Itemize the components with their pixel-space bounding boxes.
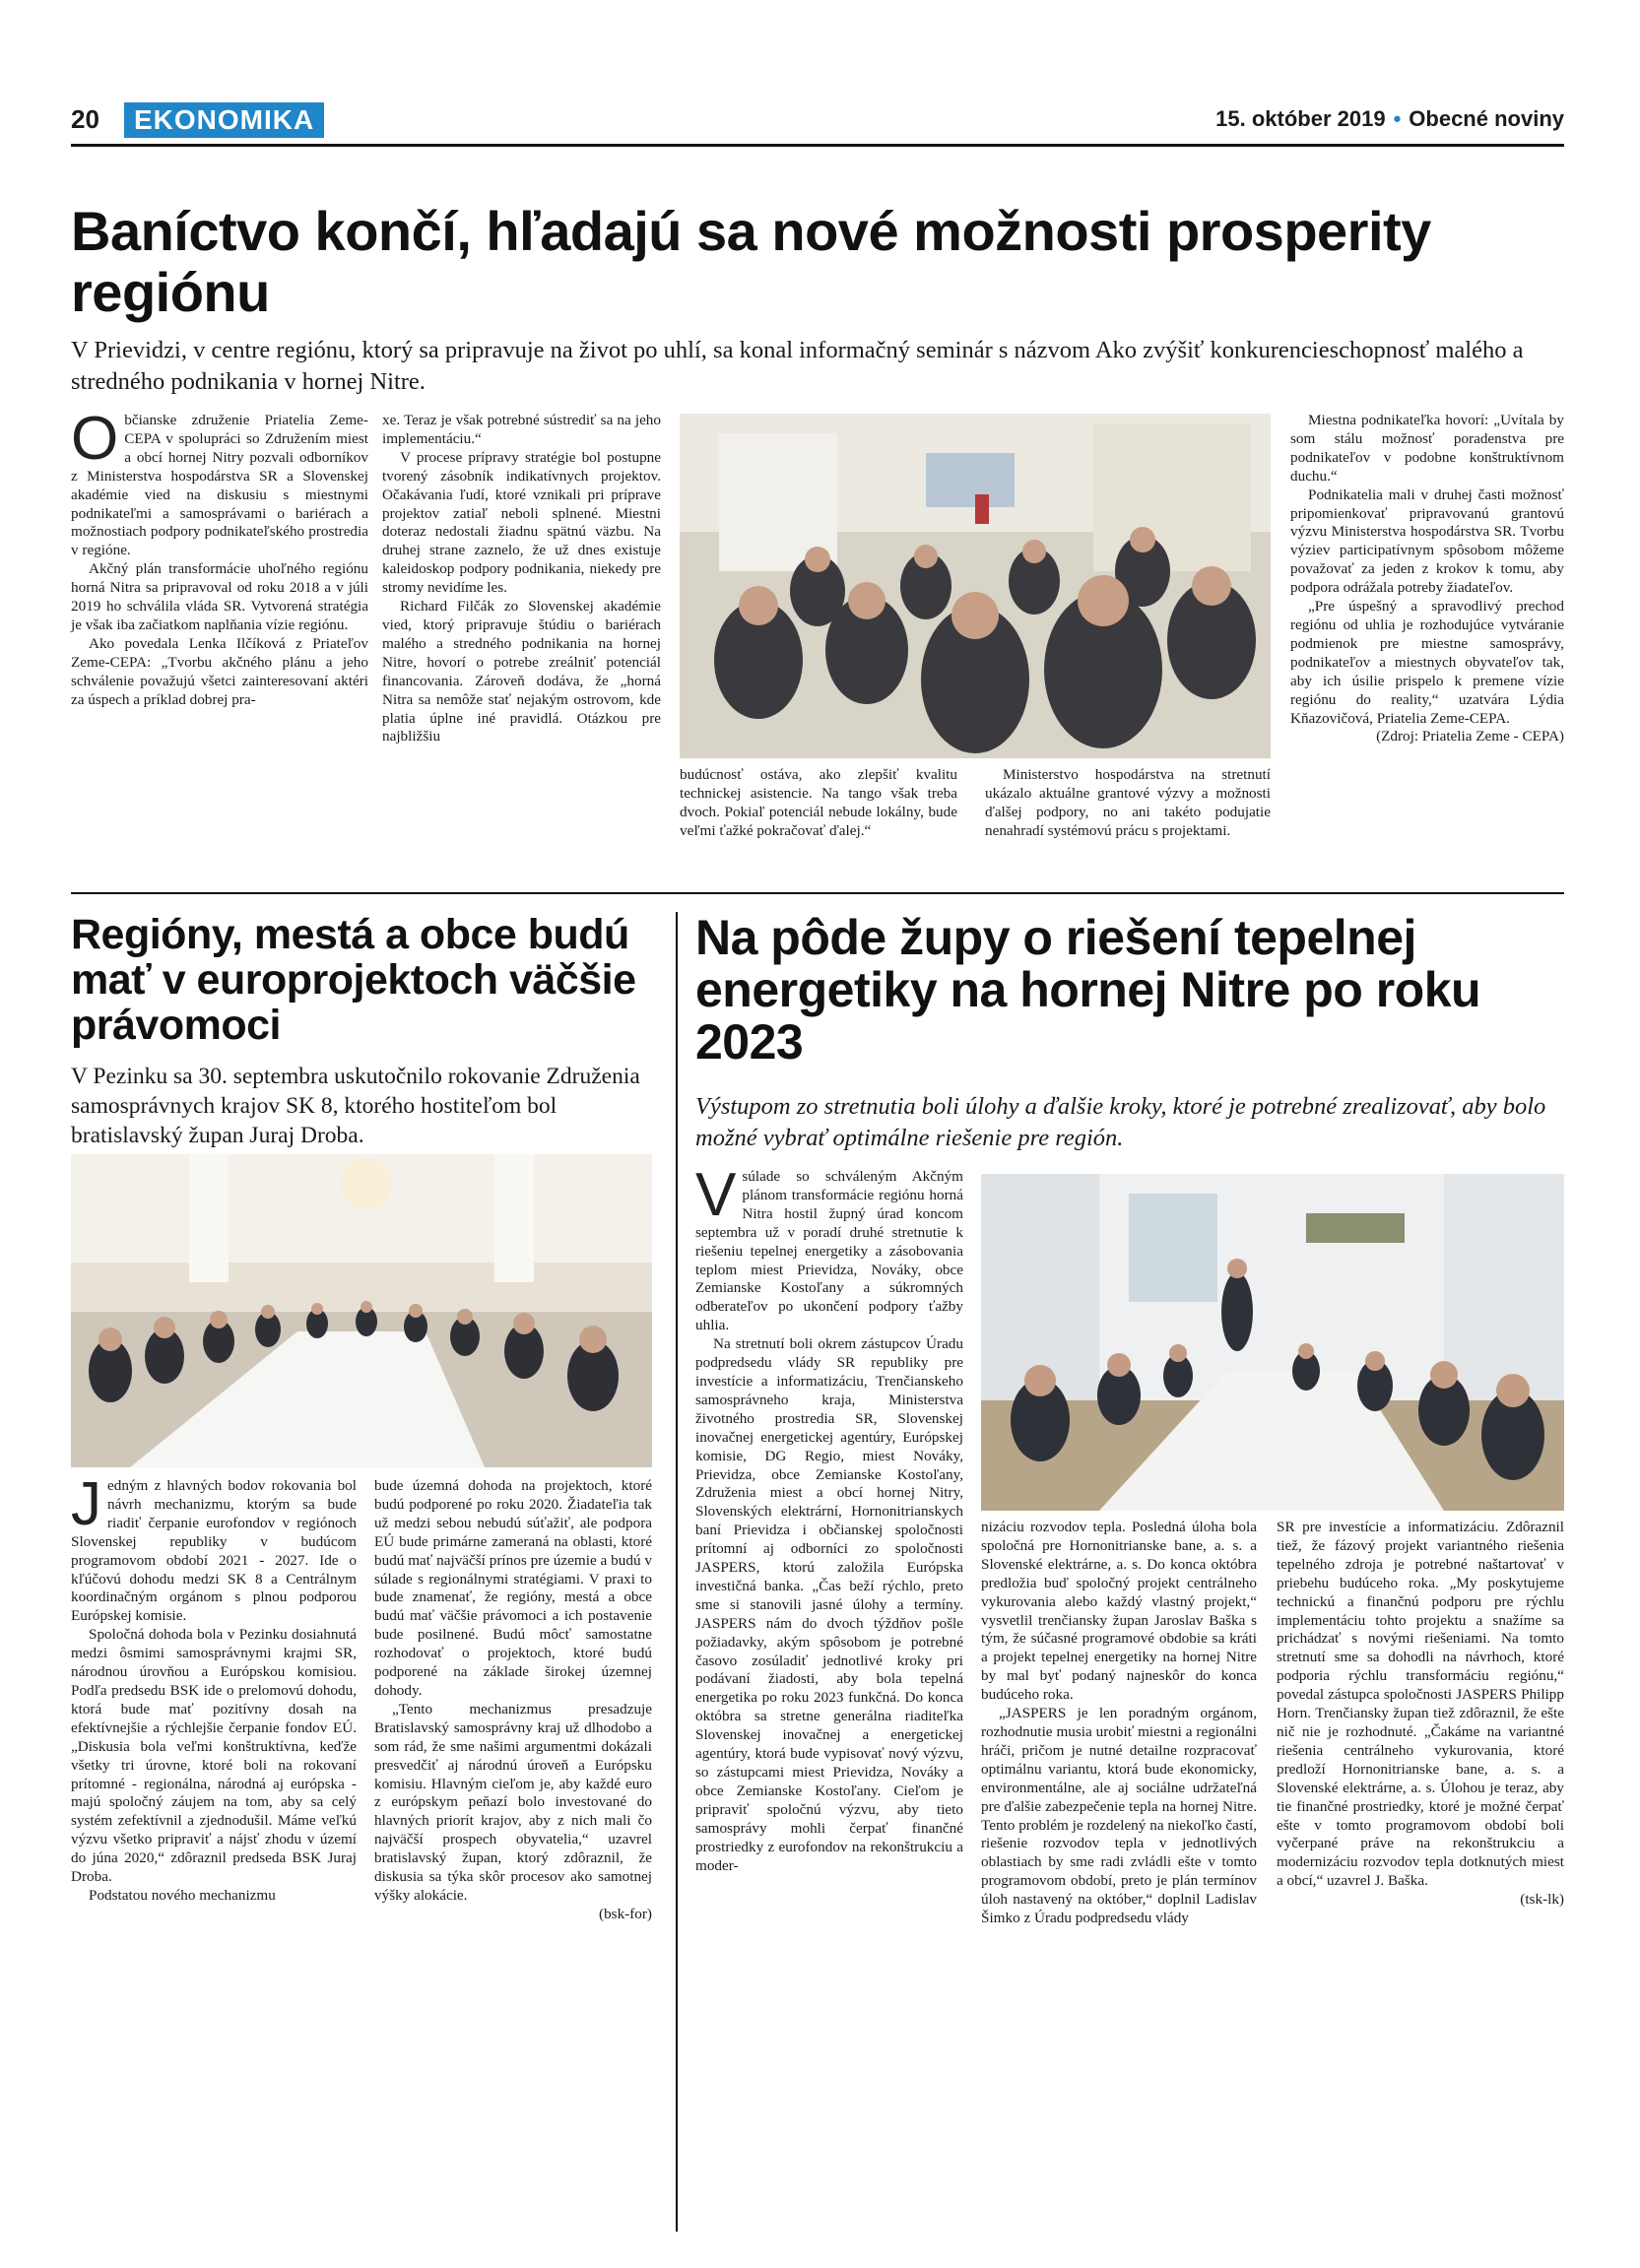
article1-lead: V Prievidzi, v centre regiónu, ktorý sa pripravuje na život po uhlí, sa konal informačný seminár s názvom Ako zvýšiť konkurencieschopnosť malého a stredného podnikania v hornej Nitre.	[71, 337, 1524, 395]
paragraph: nizáciu rozvodov tepla. Posledná úloha bola spoločná pre Hornonitrianske bane, a. s. a Slovenské elektrárne, a. s. Do konca októbra predložia buď spoločný projekt centrálneho vykurovania alebo každý vlastný projekt,“ vysvetlil trenčiansky župan Jaroslav Baška s tým, že súčasné programové obdobie sa kráti a projekt tepelnej energetiky na hornej Nitre by mal byť podaný najneskôr do konca budúceho roka.	[981, 1519, 1257, 1704]
article1-column-2	[382, 412, 661, 746]
paragraph: bude územná dohoda na projektoch, ktoré budú podporené po roku 2020. Žiadateľia tak už medzi sebou nebudú súťažiť, ale podpora EÚ bude primárne zameraná na oblasti, ktoré budú mať najväčší prínos pre územie a budú v súlade s regionálnymi stratégiami. V praxi to bude znamenať, že regióny, mestá a obce budú mať väčšie právomoci a ich postavenie bude posilnené. Budú môcť samostatne rozhodovať o projektoch, ktoré budú podporené na základe širokej územnej dohody.	[374, 1477, 652, 1699]
article2-title: Regióny, mestá a obce budú mať v europrojektoch väčšie právomoci	[71, 911, 636, 1049]
separator-dot: •	[1393, 106, 1402, 131]
article1-title: Baníctvo končí, hľadajú sa nové možnosti prosperity regiónu	[71, 200, 1431, 323]
article3-column-1	[695, 1161, 963, 1875]
paragraph: xe. Teraz je však potrebné sústrediť sa na jeho implementáciu.“	[382, 412, 661, 447]
article1-column-3	[680, 766, 957, 841]
page-header	[71, 102, 1564, 142]
paragraph: Akčný plán transformácie uhoľného regiónu horná Nitra sa pripravoval od roku 2018 a v júli 2019 ho schválila vláda SR. Vytvorená stratégia je však iba začiatkom naplňania vízie regiónu.	[71, 560, 368, 633]
seminar-photo-image	[680, 414, 1271, 758]
dropcap: J	[71, 1470, 101, 1538]
article2-lead: V Pezinku sa 30. septembra uskutočnilo rokovanie Združenia samosprávnych krajov SK 8, ktorého hostiteľom bol bratislavský župan Juraj Droba.	[71, 1064, 640, 1148]
paragraph: budúcnosť ostáva, ako zlepšiť kvalitu technickej asistencie. Na tango však treba dvoch. Pokiaľ potenciál nebude lokálny, bude veľmi ťažké pokračovať ďalej.“	[680, 766, 957, 839]
paragraph: SR pre investície a informatizáciu. Zdôraznil tiež, že fázový projekt variantného riešenia tepelného zdroja je potrebné naštartovať v priebehu budúceho roka. „My poskytujeme technickú a finančnú podporu pre rýchlu implementáciu tohto projektu a snažíme sa prichádzať s novými riešeniami. Na tomto stretnutí sme sa dohodli na návrhoch, ktoré podporia rýchlu transformáciu regiónu,“ povedal zástupca spoločnosti JASPERS Philipp Horn. Trenčiansky župan tiež zdôraznil, že ešte nič nie je rozhodnuté. „Čakáme na variantné riešenia centrálneho vykurovania, ktoré predloží Hornonitrianske bane, a. s. a Slovenské elektrárne, a. s. Úlohou je teraz, aby tie finančné prostriedky, ktoré je možné čerpať ešte v tomto programovom období boli vyčerpané práve na rekonštrukciu a modernizáciu rozvodov tepla dotknutých miest a obcí,“ uzavrel J. Baška.	[1277, 1519, 1564, 1890]
paragraph: Spoločná dohoda bola v Pezinku dosiahnutá medzi ôsmimi samosprávnymi krajmi SR, národnou úrovňou a Európskou komisiou. Podľa predsedu BSK ide o prelomovú dohodu, ktorá bude mať pozitívny dosah na efektívnejšie a rýchlejšie čerpanie fondov EÚ. „Diskusia bola veľmi konštruktívna, keďže všetky tri úrovne, ktoré boli na rokovaní prítomné - regionálna, národná aj európska - majú spoločný záujem na tom, aby sa celý systém zefektívnil a zjednodušil. Máme veľkú výzvu všetko pripraviť a nájsť zhodu v území do júna 2020,“ zdôraznil predseda BSK Juraj Droba.	[71, 1626, 357, 1886]
article3-title: Na pôde župy o riešení tepelnej energetiky na hornej Nitre po roku 2023	[695, 910, 1481, 1069]
section-label: EKONOMIKA	[124, 102, 324, 138]
paragraph: Na stretnutí boli okrem zástupcov Úradu podpredsedu vlády SR republiky pre investície a informatizáciu, Trenčianskeho samosprávneho kraja, Ministerstva životného prostredia SR, Slovenskej inovačnej energetickej agentúry, Európskej komisie, DG Regio, miest Nováky, Prievidza, obce Zemianske Kostoľany, Združenia miest a obcí hornej Nitry, Slovenských elektrární, Hornonitrianskych baní Prievidza i občianskej spoločnosti prítomní aj odborníci zo spoločnosti JASPERS, ktorú založila Európska investičná banka. „Čas beží rýchlo, preto sme si stanovili jasné úlohy a termíny. JASPERS nám do dvoch týždňov pošle požiadavky, akým spôsobom je potrebné časovo zosúladiť jednotlivé kroky pri podávaní žiadosti, aby bola tepelná energetika po roku 2023 funkčná. Do konca októbra sa stretne generálna riaditeľka Slovenskej inovačnej a energetickej agentúry, ktorá bude vypisovať nový výzvu, so zástupcami miest Prievidza, Nováky a obce Zemianske Kostoľany. Cieľom je pripraviť spoločnú výzvu, aby tieto samosprávy mohli čerpať finančné prostriedky z eurofondov na rekonštrukciu a moder-	[695, 1335, 963, 1874]
article2-column-1	[71, 1470, 357, 1906]
seminar-photo	[680, 414, 1271, 758]
signature: (bsk-for)	[599, 1905, 652, 1922]
paragraph: „Tento mechanizmus presadzuje Bratislavský samosprávny kraj už dlhodobo a som rád, že sme našimi argumentmi dokázali presvedčiť aj národnú úroveň a Európsku komisiu. Hlavným cieľom je, aby každé euro z európskym peňazí bolo investované do hlavných priorít krajov, aby z nich mali čo najväčší prospech obyvatelia,“ uzavrel bratislavský župan, ktorý zdôraznil, že diskusia sa týka skôr procesov ako samotnej výšky alokácie.	[374, 1700, 652, 1904]
paragraph: Ako povedala Lenka Ilčíková z Priateľov Zeme-CEPA: „Tvorbu akčného plánu a jeho schválenie považujú všetci zainteresovaní aktéri za úspech a príklad dobrej pra-	[71, 634, 368, 708]
article1-column-4	[985, 766, 1271, 841]
paragraph: súlade so schváleným Akčným plánom transformácie regiónu horná Nitra hostil župný úrad koncom septembra už v poradí druhé stretnutie k riešeniu tepelnej energetiky a zásobovania teplom miest Prievidza, Nováky, obce Zemianske Kostoľany a súkromných odberateľov po ukončení podpory ťažby uhlia.	[695, 1168, 963, 1334]
article1-column-5	[1290, 412, 1564, 746]
paragraph: Richard Filčák zo Slovenskej akadémie vied, ktorý pripravuje štúdiu o bariérach malého a stredného podnikania na hornej Nitre, hovorí o potrebe zreálniť potenciál financovania. Zároveň dodáva, že „horná Nitra sa nemôže stať nejakým ostrovom, kde platia úplne iné pravidlá. Otázkou pre najbližšiu	[382, 598, 661, 745]
conference-photo-image	[981, 1174, 1564, 1511]
source-note: (Zdroj: Priatelia Zeme - CEPA)	[1376, 728, 1564, 745]
issue-info	[1215, 106, 1564, 132]
paragraph: Ministerstvo hospodárstva na stretnutí ukázalo aktuálne grantové výzvy a možnosti ďalšej podpory, no ani takéto podujatie nenahradí systémovú prácu s projektami.	[985, 766, 1271, 839]
article3-column-3	[1277, 1519, 1564, 1910]
header-rule	[71, 144, 1564, 147]
paragraph: „Pre úspešný a spravodlivý prechod regiónu od uhlia je rozhodujúce vytváranie podmienok pre miestne samosprávy, podnikateľov a miestnych obyvateľov tak, aby ich úsilie prispelo k premene vízie regiónu do reality,“ uzatvára Lýdia Kňazovičová, Priatelia Zeme-CEPA.	[1290, 598, 1564, 727]
paper-name: Obecné noviny	[1409, 106, 1564, 131]
article1-column-1	[71, 405, 368, 710]
issue-date: 15. október 2019	[1215, 106, 1386, 131]
paragraph: V procese prípravy stratégie bol postupne tvorený zásobník indikatívnych projektov. Očakávania ľudí, ktoré vznikali pri príprave projektov zatiaľ neboli splnené. Miestni doteraz nedostali žiadnu spätnú väzbu. Na druhej strane zaznelo, že už dnes existuje kaleidoskop podpory podnikania, niekedy pre stromy nevidíme les.	[382, 448, 661, 597]
article3-lead: Výstupom zo stretnutia boli úlohy a ďalšie kroky, ktoré je potrebné zrealizovať, aby bolo možné vybrať optimálne riešenie pre región.	[695, 1093, 1546, 1151]
page-number: 20	[71, 104, 99, 134]
paragraph: „JASPERS je len poradným orgánom, rozhodnutie musia urobiť miestni a regionálni hráči, pričom je nutné detailne rozpracovať optimálnu variantu, ktorá bude ekonomicky, environmentálne, ale aj sociálne udržateľná pre ďalšie zabezpečenie tepla na hornej Nitre. Tento problém je rozdelený na niekoľko častí, riešenie rozvodov tepla v jednotlivých oblastiach by sme radi zvládli ešte v tomto programovom období, preto je plán termínov úloh nastavený na október,“ doplnil Ladislav Šimko z Úradu podpredsedu vlády	[981, 1705, 1257, 1927]
paragraph: Miestna podnikateľka hovorí: „Uvítala by som stálu možnosť poradenstva pre podnikateľov v podobne konštruktívnom duchu.“	[1290, 412, 1564, 485]
paragraph: bčianske združenie Priatelia Zeme-CEPA v spolupráci so Združením miest a obcí hornej Nitry pozvali odborníkov z Ministerstva hospodárstva SR a Slovenskej akadémie vied na diskusiu s miestnymi podnikateľmi a samosprávami o bariérach a možnostiach podpory podnikateľského prostredia v regióne.	[71, 412, 368, 559]
article3-column-2	[981, 1519, 1257, 1928]
signature: (tsk-lk)	[1520, 1891, 1564, 1909]
article2-column-2	[374, 1477, 652, 1924]
paragraph: Podstatou nového mechanizmu	[89, 1886, 276, 1904]
dropcap: V	[695, 1161, 737, 1229]
meeting-photo-image	[71, 1154, 652, 1467]
paragraph: Podnikatelia mali v druhej časti možnosť pripomienkovať pripravovanú grantovú výzvu Ministerstva hospodárstva SR. Tvorbu výziev participatívnym spôsobom môžeme považovať za jeden z krokov k tomu, aby podpora odrážala potreby žiadateľov.	[1290, 486, 1564, 597]
meeting-photo	[71, 1154, 652, 1467]
section-divider	[71, 892, 1564, 894]
column-divider	[676, 912, 678, 2232]
paragraph: edným z hlavných bodov rokovania bol návrh mechanizmu, ktorým sa bude riadiť čerpanie eurofondov v regiónoch Slovenskej republiky v budúcom programovom období 2021 - 2027. Ide o kľúčovú dohodu medzi SK 8 a Centrálnym koordinačným orgánom s plnou podporou Európskej komisie.	[71, 1477, 357, 1625]
conference-photo	[981, 1174, 1564, 1511]
dropcap: O	[71, 405, 119, 473]
